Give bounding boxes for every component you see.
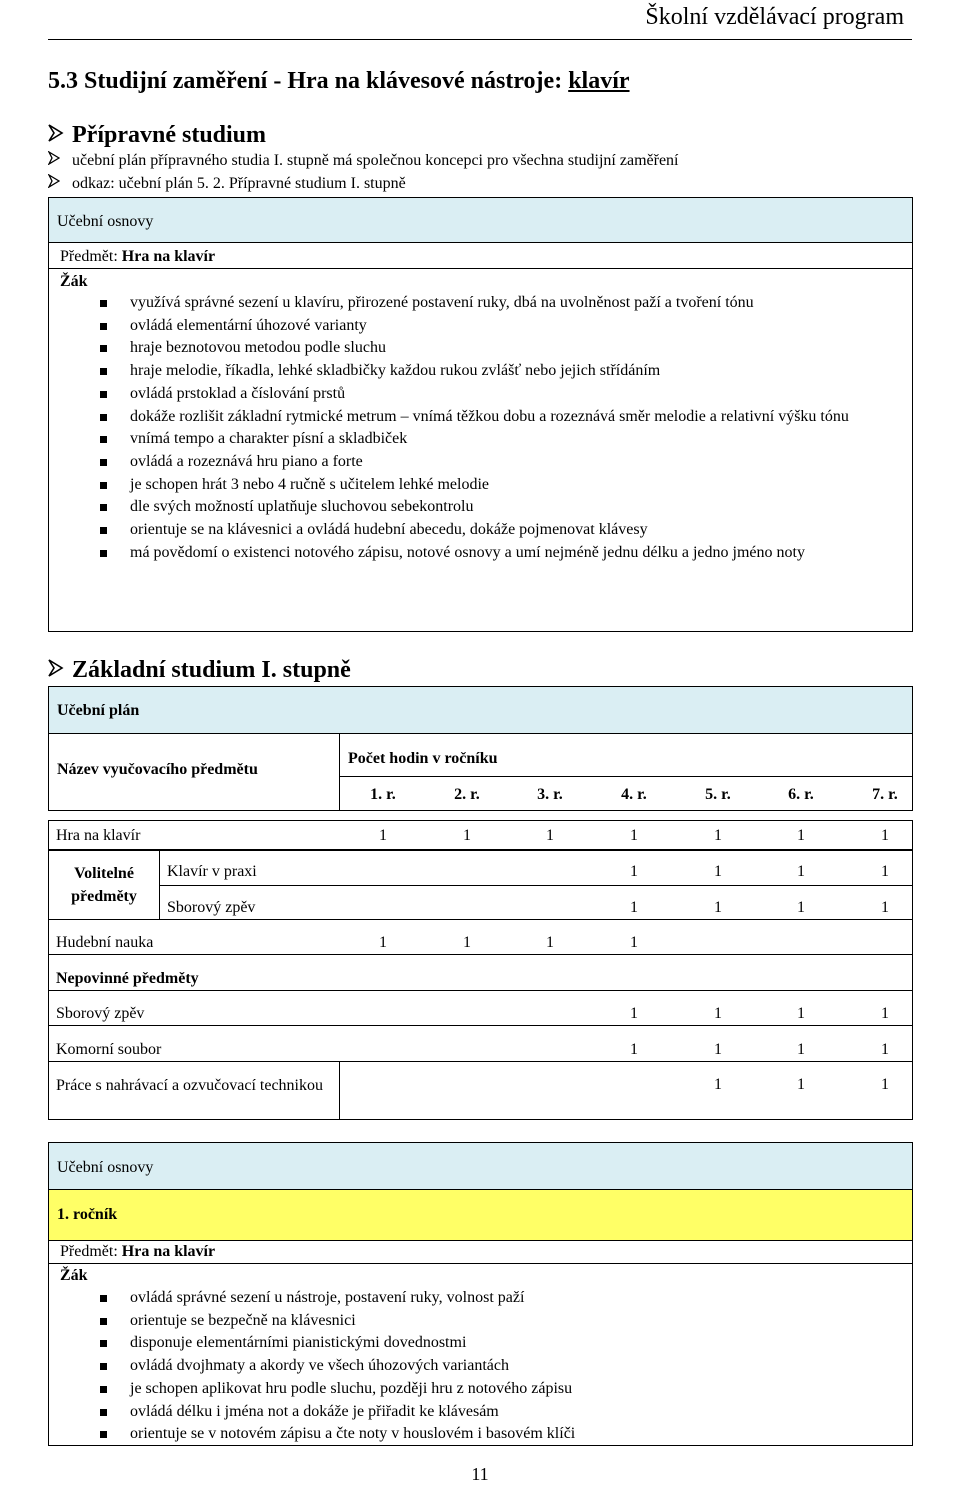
- list-item: [130, 383, 900, 406]
- hours-cell: 1: [881, 1005, 889, 1022]
- document-title: Školní vzdělávací program: [645, 4, 904, 30]
- year-header: 2. r.: [454, 786, 480, 803]
- prep-bullet-1: [48, 151, 678, 170]
- hours-cell: 1: [797, 1005, 805, 1022]
- prep-bullet-2: [48, 174, 406, 193]
- row-hudebni-nauka: [48, 919, 913, 955]
- hours-cell: 1: [714, 1041, 722, 1058]
- hours-cell: 1: [881, 827, 889, 844]
- prep-subject-name: Hra na klavír: [121, 248, 216, 265]
- hours-cell: 1: [463, 934, 471, 951]
- list-item-text: orientuje se v notovém zápisu a čte noty v houslovém i basovém klíči: [130, 1425, 576, 1443]
- col-subject-header: Název vyučovacího předmětu: [57, 761, 258, 778]
- list-item: [130, 451, 900, 474]
- square-bullet-icon: [100, 436, 107, 443]
- hours-cell: 1: [714, 827, 722, 844]
- hours-cell: 1: [630, 934, 638, 951]
- prep-osnovy-band: [48, 197, 913, 243]
- list-item: [130, 406, 900, 429]
- square-bullet-icon: [100, 300, 107, 307]
- hours-cell: 1: [630, 827, 638, 844]
- year-header: 1. r.: [370, 786, 396, 803]
- year1-outcomes-list: [130, 1287, 900, 1446]
- hours-cell: 1: [379, 827, 387, 844]
- row-hra-na-klavir: [48, 820, 913, 850]
- hours-cell: 1: [797, 827, 805, 844]
- list-item: [130, 1355, 900, 1378]
- square-bullet-icon: [100, 1340, 107, 1347]
- hours-cell: 1: [881, 1076, 889, 1093]
- square-bullet-icon: [100, 1318, 107, 1325]
- prep-bullet-2-text: odkaz: učební plán 5. 2. Přípravné studium I. stupně: [72, 175, 406, 192]
- hours-cell: 1: [797, 863, 805, 880]
- list-item: [130, 360, 900, 383]
- hours-cell: 1: [714, 899, 722, 916]
- list-item-text: je schopen aplikovat hru podle sluchu, později hru z notového zápisu: [130, 1379, 573, 1397]
- year1-subject-name: Hra na klavír: [121, 1243, 216, 1260]
- arrow-bullet-icon: [48, 174, 72, 193]
- year1-osnovy-box: [48, 1240, 913, 1446]
- square-bullet-icon: [100, 504, 107, 511]
- list-item-text: ovládá délku i jména not a dokáže je přiřadit ke klávesám: [130, 1402, 499, 1420]
- plan-label: Učební plán: [57, 702, 140, 719]
- list-item-text: dle svých možností uplatňuje sluchovou sebekontrolu: [130, 498, 474, 516]
- year1-zak: Žák: [60, 1267, 88, 1284]
- square-bullet-icon: [100, 345, 107, 352]
- hours-cell: 1: [714, 863, 722, 880]
- hours-cell: 1: [630, 1041, 638, 1058]
- hours-cell: 1: [630, 863, 638, 880]
- square-bullet-icon: [100, 527, 107, 534]
- square-bullet-icon: [100, 391, 107, 398]
- basic-heading-text: Základní studium I. stupně: [72, 657, 351, 683]
- square-bullet-icon: [100, 482, 107, 489]
- hours-cell: 1: [797, 899, 805, 916]
- basic-osnovy-label: Učební osnovy: [57, 1159, 154, 1176]
- hours-cell: 1: [714, 1005, 722, 1022]
- square-bullet-icon: [100, 1431, 107, 1438]
- square-bullet-icon: [100, 1409, 107, 1416]
- list-item: [130, 428, 900, 451]
- prep-bullet-1-text: učební plán přípravného studia I. stupně má společnou koncepci pro všechna studijní zaměření: [72, 152, 679, 169]
- hours-cell: 1: [630, 899, 638, 916]
- year-header: 3. r.: [537, 786, 563, 803]
- list-item: [130, 519, 900, 542]
- volitelne-label: Volitelné předměty: [71, 865, 137, 905]
- row-volitelne: [48, 850, 913, 920]
- year-header: 7. r.: [872, 786, 898, 803]
- list-item: [130, 292, 900, 315]
- row-label: Sborový zpěv: [56, 1005, 145, 1022]
- year1-label: 1. ročník: [57, 1206, 118, 1223]
- prep-subject-prefix: Předmět:: [60, 248, 122, 265]
- list-item-text: ovládá elementární úhozové varianty: [130, 316, 367, 334]
- plan-band: [48, 686, 913, 734]
- section-title-instrument: klavír: [568, 68, 630, 94]
- list-item-text: ovládá dvojhmaty a akordy ve všech úhozových variantách: [130, 1357, 509, 1375]
- list-item-text: hraje beznotovou metodou podle sluchu: [130, 339, 386, 357]
- section-title-prefix: 5.3 Studijní zaměření - Hra na klávesové nástroje:: [48, 68, 569, 94]
- prep-osnovy-label: Učební osnovy: [57, 213, 154, 230]
- year-header: 6. r.: [788, 786, 814, 803]
- arrow-bullet-icon: [48, 151, 72, 170]
- hours-cell: 1: [714, 1076, 722, 1093]
- square-bullet-icon: [100, 414, 107, 421]
- row-label: Komorní soubor: [56, 1041, 162, 1058]
- year1-subject: [60, 1242, 215, 1262]
- list-item-text: dokáže rozlišit základní rytmické metrum – vnímá těžkou dobu a rozeznává směr melodie a relativní výšku tónu: [130, 407, 849, 425]
- arrow-bullet-icon: [48, 657, 72, 684]
- basic-heading: [48, 657, 351, 684]
- row-label: Klavír v praxi: [167, 863, 257, 880]
- row-label: Práce s nahrávací a ozvučovací technikou: [56, 1077, 323, 1094]
- list-item-text: ovládá správné sezení u nástroje, postavení ruky, volnost paží: [130, 1289, 525, 1306]
- row-komorni-soubor: [48, 1025, 913, 1062]
- year1-band: [48, 1189, 913, 1241]
- year1-subject-prefix: Předmět:: [60, 1243, 122, 1260]
- basic-osnovy-band: [48, 1142, 913, 1190]
- row-prace-s-nahravaci: [48, 1061, 913, 1120]
- list-item-text: orientuje se bezpečně na klávesnici: [130, 1311, 356, 1329]
- list-item: [130, 542, 900, 565]
- list-item: [130, 496, 900, 519]
- list-item-text: orientuje se na klávesnici a ovládá hudební abecedu, dokáže pojmenovat klávesy: [130, 521, 648, 539]
- list-item: [130, 1287, 900, 1310]
- square-bullet-icon: [100, 459, 107, 466]
- list-item: [130, 474, 900, 497]
- hours-cell: 1: [546, 827, 554, 844]
- prep-outcomes-list: [130, 292, 900, 564]
- square-bullet-icon: [100, 1363, 107, 1370]
- list-item-text: ovládá prstoklad a číslování prstů: [130, 384, 346, 402]
- list-item: [130, 337, 900, 360]
- hours-cell: 1: [463, 827, 471, 844]
- list-item: [130, 1332, 900, 1355]
- list-item-text: ovládá a rozeznává hru piano a forte: [130, 452, 363, 470]
- plan-table-header: [48, 733, 913, 811]
- hours-cell: 1: [797, 1041, 805, 1058]
- row-label: Hra na klavír: [56, 827, 141, 844]
- list-item: [130, 1378, 900, 1401]
- year-header: 4. r.: [621, 786, 647, 803]
- row-label: Sborový zpěv: [167, 899, 256, 916]
- prep-heading-text: Přípravné studium: [72, 122, 267, 148]
- list-item-text: využívá správné sezení u klavíru, přirozené postavení ruky, dbá na uvolněnost paží a tvoření tónu: [130, 294, 754, 311]
- col-hours-header: Počet hodin v ročníku: [348, 750, 498, 767]
- prep-osnovy-box: [48, 242, 913, 632]
- list-item-text: hraje melodie, říkadla, lehké skladbičky každou rukou zvlášť nebo jejich střídáním: [130, 362, 661, 380]
- list-item: [130, 1401, 900, 1424]
- square-bullet-icon: [100, 1295, 107, 1302]
- hours-cell: 1: [546, 934, 554, 951]
- row-sborovy-zpev: [48, 990, 913, 1026]
- square-bullet-icon: [100, 323, 107, 330]
- page-number: 11: [471, 1464, 489, 1484]
- nepovinne-label: Nepovinné předměty: [56, 970, 199, 987]
- prep-subject: [60, 247, 215, 267]
- hours-cell: 1: [881, 1041, 889, 1058]
- row-label: Hudební nauka: [56, 934, 154, 951]
- hours-cell: 1: [630, 1005, 638, 1022]
- list-item-text: má povědomí o existenci notového zápisu, notové osnovy a umí nejméně jednu délku a jedno jméno noty: [130, 543, 805, 561]
- hours-cell: 1: [379, 934, 387, 951]
- hours-cell: 1: [881, 899, 889, 916]
- square-bullet-icon: [100, 368, 107, 375]
- arrow-bullet-icon: [48, 122, 72, 149]
- list-item: [130, 1310, 900, 1333]
- list-item: [130, 315, 900, 338]
- list-item: [130, 1423, 900, 1446]
- list-item-text: vnímá tempo a charakter písní a skladbiček: [130, 430, 408, 448]
- prep-zak: Žák: [60, 273, 88, 290]
- list-item-text: je schopen hrát 3 nebo 4 ručně s učitelem lehké melodie: [130, 475, 489, 493]
- row-nepovinne-header: [48, 954, 913, 991]
- page-header: [48, 0, 912, 40]
- year-header: 5. r.: [705, 786, 731, 803]
- hours-cell: 1: [881, 863, 889, 880]
- square-bullet-icon: [100, 550, 107, 557]
- hours-cell: 1: [797, 1076, 805, 1093]
- prep-heading: [48, 122, 266, 149]
- list-item-text: disponuje elementárními pianistickými dovednostmi: [130, 1334, 467, 1352]
- square-bullet-icon: [100, 1386, 107, 1393]
- section-title: [48, 68, 630, 95]
